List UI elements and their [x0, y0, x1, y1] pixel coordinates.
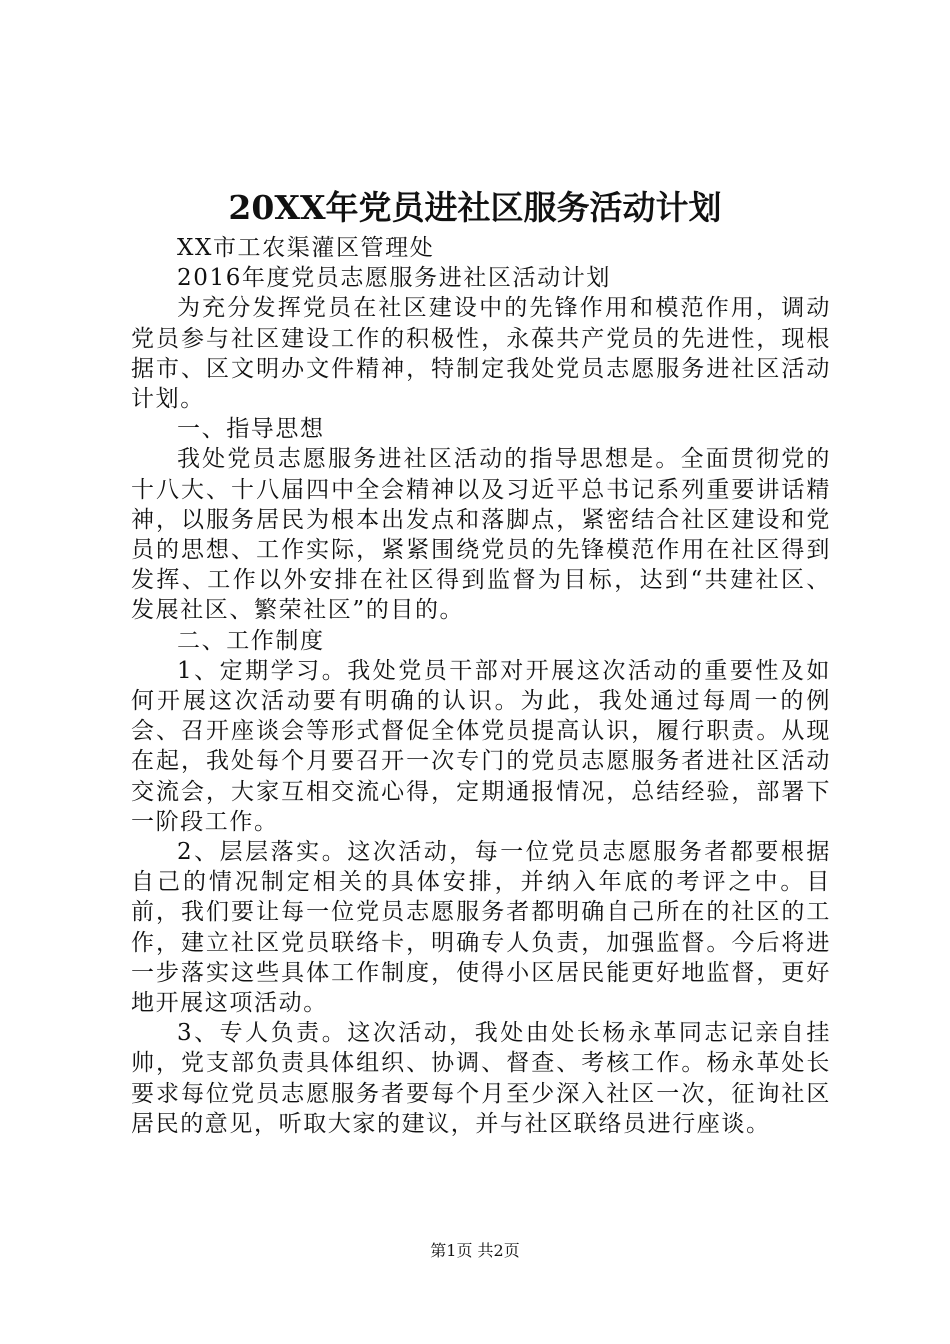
organization-line: XX市工农渠灌区管理处 [177, 235, 435, 261]
document-title: 20XX年党员进社区服务活动计划 [228, 188, 722, 227]
plan-subtitle: 2016年度党员志愿服务进社区活动计划 [177, 265, 611, 292]
implementation-paragraph: 2、层层落实。这次活动，每一位党员志愿服务者都要根据自己的情况制定相关的具体安排，并纳入年底的考评之中。目前，我们要让每一位党员志愿服务者都明确自己所在的社区的工作，建立社区党员联络卡，明确专人负责，加强监督。今后将进一步落实这些具体工作制度，使得小区居民能更好地监督，更好地开展这项活动。 [131, 839, 831, 1017]
responsibility-paragraph: 3、专人负责。这次活动，我处由处长杨永革同志记亲自挂帅，党支部负责具体组织、协调、督查、考核工作。杨永革处长要求每位党员志愿服务者要每个月至少深入社区一次，征询社区居民的意见，听取大家的建议，并与社区联络员进行座谈。 [131, 1020, 831, 1137]
intro-paragraph: 为充分发挥党员在社区建设中的先锋作用和模范作用，调动党员参与社区建设工作的积极性，永葆共产党员的先进性，现根据市、区文明办文件精神，特制定我处党员志愿服务进社区活动计划。 [131, 295, 831, 413]
document-body [131, 233, 831, 1139]
regular-study-paragraph: 1、定期学习。我处党员干部对开展这次活动的重要性及如何开展这次活动要有明确的认识。为此，我处通过每周一的例会、召开座谈会等形式督促全体党员提高认识，履行职责。从现在起，我处每个月要召开一次专门的党员志愿服务者进社区活动交流会，大家互相交流心得，定期通报情况，总结经验，部署下一阶段工作。 [131, 657, 831, 835]
section-heading-work-system: 二、工作制度 [177, 627, 325, 654]
guiding-thought-paragraph: 我处党员志愿服务进社区活动的指导思想是。全面贯彻党的十八大、十八届四中全会精神以及习近平总书记系列重要讲话精神，以服务居民为根本出发点和落脚点，紧密结合社区建设和党员的思想、工作实际，紧紧围绕党员的先锋模范作用在社区得到发挥、工作以外安排在社区得到监督为目标，达到“共建社区、发展社区、繁荣社区”的目的。 [131, 446, 831, 624]
page-number-footer: 第1页 共2页 [430, 1241, 520, 1260]
section-heading-guiding-thought: 一、指导思想 [177, 416, 325, 443]
